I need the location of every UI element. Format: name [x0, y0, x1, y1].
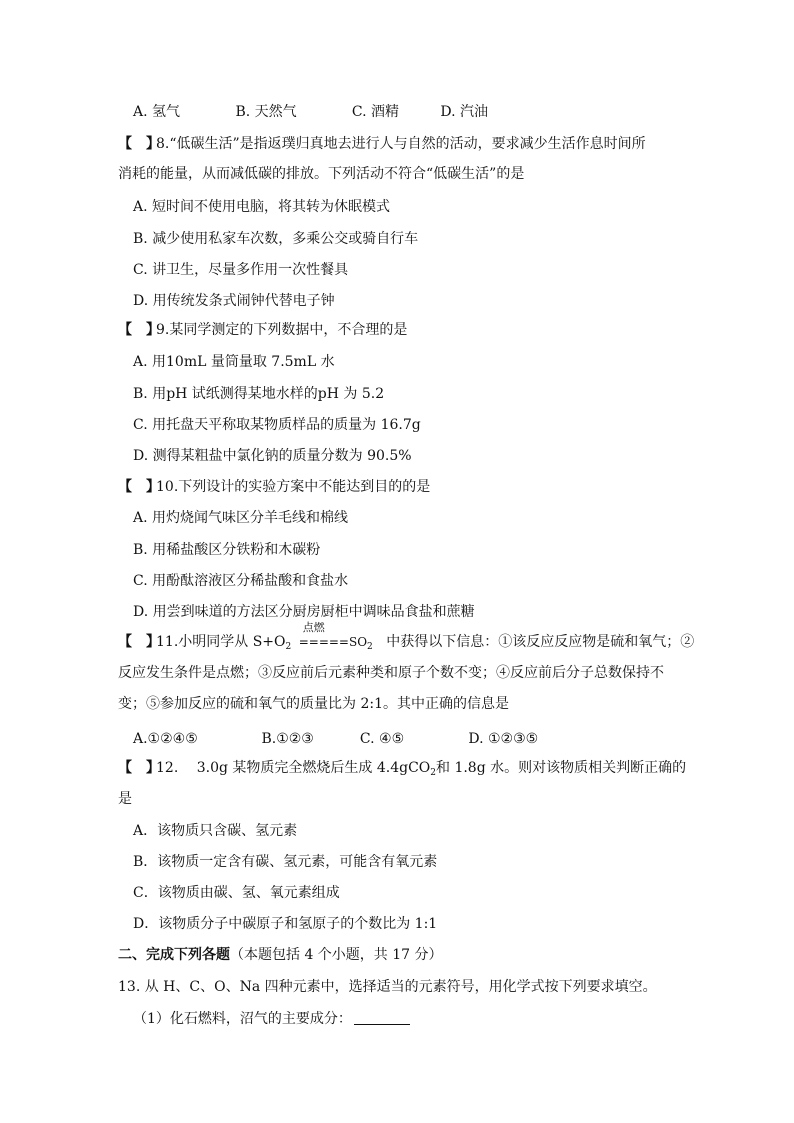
- q13-stem: 13. 从 H、C、O、Na 四种元素中，选择适当的元素符号，用化学式按下列要求填空。: [118, 979, 657, 995]
- answer-bracket: 【 】: [118, 479, 160, 495]
- q7-options: [133, 102, 488, 122]
- q10-option-a: A. 用灼烧闻气味区分羊毛线和棉线: [133, 510, 349, 526]
- q12-option-c: C．该物质由碳、氢、氧元素组成: [133, 885, 340, 901]
- q9-stem: 【 】9.某同学测定的下列数据中，不合理的是: [118, 322, 408, 338]
- q8-option-c: C. 讲卫生，尽量多作用一次性餐具: [133, 262, 349, 278]
- q11-option-b: B.①②③: [261, 731, 314, 747]
- answer-bracket: 【 】: [118, 634, 160, 650]
- q9-option-b: B. 用pH 试纸测得某地水样的pH 为 5.2: [133, 386, 385, 402]
- q10-option-c: C. 用酚酞溶液区分稀盐酸和食盐水: [133, 573, 349, 589]
- q12-option-a: A．该物质只含碳、氢元素: [133, 823, 298, 839]
- q13-sub1: （1）化石燃料，沼气的主要成分：: [133, 1009, 410, 1029]
- answer-bracket: 【 】: [118, 760, 160, 776]
- q10-option-b: B. 用稀盐酸区分铁粉和木碳粉: [133, 542, 321, 558]
- reaction-condition: 点燃: [302, 621, 325, 634]
- q7-option-c: C. 酒精: [351, 104, 400, 120]
- section-title: 二、完成下列各题: [118, 947, 230, 963]
- q8-stem-line1: 【 】8.“低碳生活”是指返璞归真地去进行人与自然的活动，要求减少生活作息时间所: [118, 136, 646, 152]
- q12-option-d: D．该物质分子中碳原子和氢原子的个数比为 1:1: [133, 916, 438, 932]
- q8-stem-line2: 消耗的能量，从而减低碳的排放。下列活动不符合“低碳生活”的是: [118, 166, 525, 182]
- q12-option-b: B．该物质一定含有碳、氢元素，可能含有氧元素: [133, 854, 438, 870]
- answer-bracket: 【 】: [118, 136, 160, 152]
- section-note: （本题包括 4 个小题，共 17 分）: [230, 947, 443, 963]
- q8-option-a: A. 短时间不使用电脑，将其转为休眠模式: [133, 199, 391, 215]
- q8-option-b: B. 减少使用私家车次数，多乘公交或骑自行车: [133, 231, 419, 247]
- q7-option-a: A. 氢气: [133, 104, 181, 120]
- q11-stem-line2: 反应发生条件是点燃；③反应前后元素种类和原子个数不变；④反应前后分子总数保持不: [118, 665, 664, 681]
- q12-stem-line1: 【 】12. 3.0g 某物质完全燃烧后生成 4.4gCO$_2$和 1.8g 水。则对该物质相关判断正确的: [118, 760, 687, 778]
- answer-bracket: 【 】: [118, 322, 160, 338]
- q7-option-b: B. 天然气: [235, 104, 297, 120]
- q11-option-a: A.①②④⑤: [133, 731, 198, 747]
- reaction-arrow: 点燃 $=====SO_2$: [299, 632, 373, 657]
- q11-stem-line3: 变；⑤参加反应的硫和氧气的质量比为 2:1。其中正确的信息是: [118, 696, 509, 712]
- section-heading: [118, 945, 443, 965]
- q12-stem-line2: 是: [118, 791, 132, 807]
- answer-blank[interactable]: [354, 1010, 410, 1025]
- q8-option-d: D. 用传统发条式闹钟代替电子钟: [133, 293, 335, 309]
- q11-options: [133, 729, 538, 749]
- q10-stem: 【 】10.下列设计的实验方案中不能达到目的的是: [118, 479, 431, 495]
- q11-option-d: D. ①②③⑤: [468, 731, 539, 747]
- q11-stem-line1: 【 】11.小明同学从 $S+O_2$ 点燃 $=====SO_2$ 中获得以下信息：①该反应反应物是硫和氧气；②: [118, 632, 694, 657]
- q9-option-c: C. 用托盘天平称取某物质样品的质量为 16.7g: [133, 417, 421, 433]
- q7-option-d: D. 汽油: [440, 104, 488, 120]
- q11-option-c: C. ④⑤: [359, 731, 405, 747]
- q9-option-d: D. 测得某粗盐中氯化钠的质量分数为 90.5%: [133, 448, 412, 464]
- q9-option-a: A. 用10mL 量筒量取 7.5mL 水: [133, 354, 335, 370]
- q10-option-d: D. 用尝到味道的方法区分厨房厨柜中调味品食盐和蔗糖: [133, 604, 475, 620]
